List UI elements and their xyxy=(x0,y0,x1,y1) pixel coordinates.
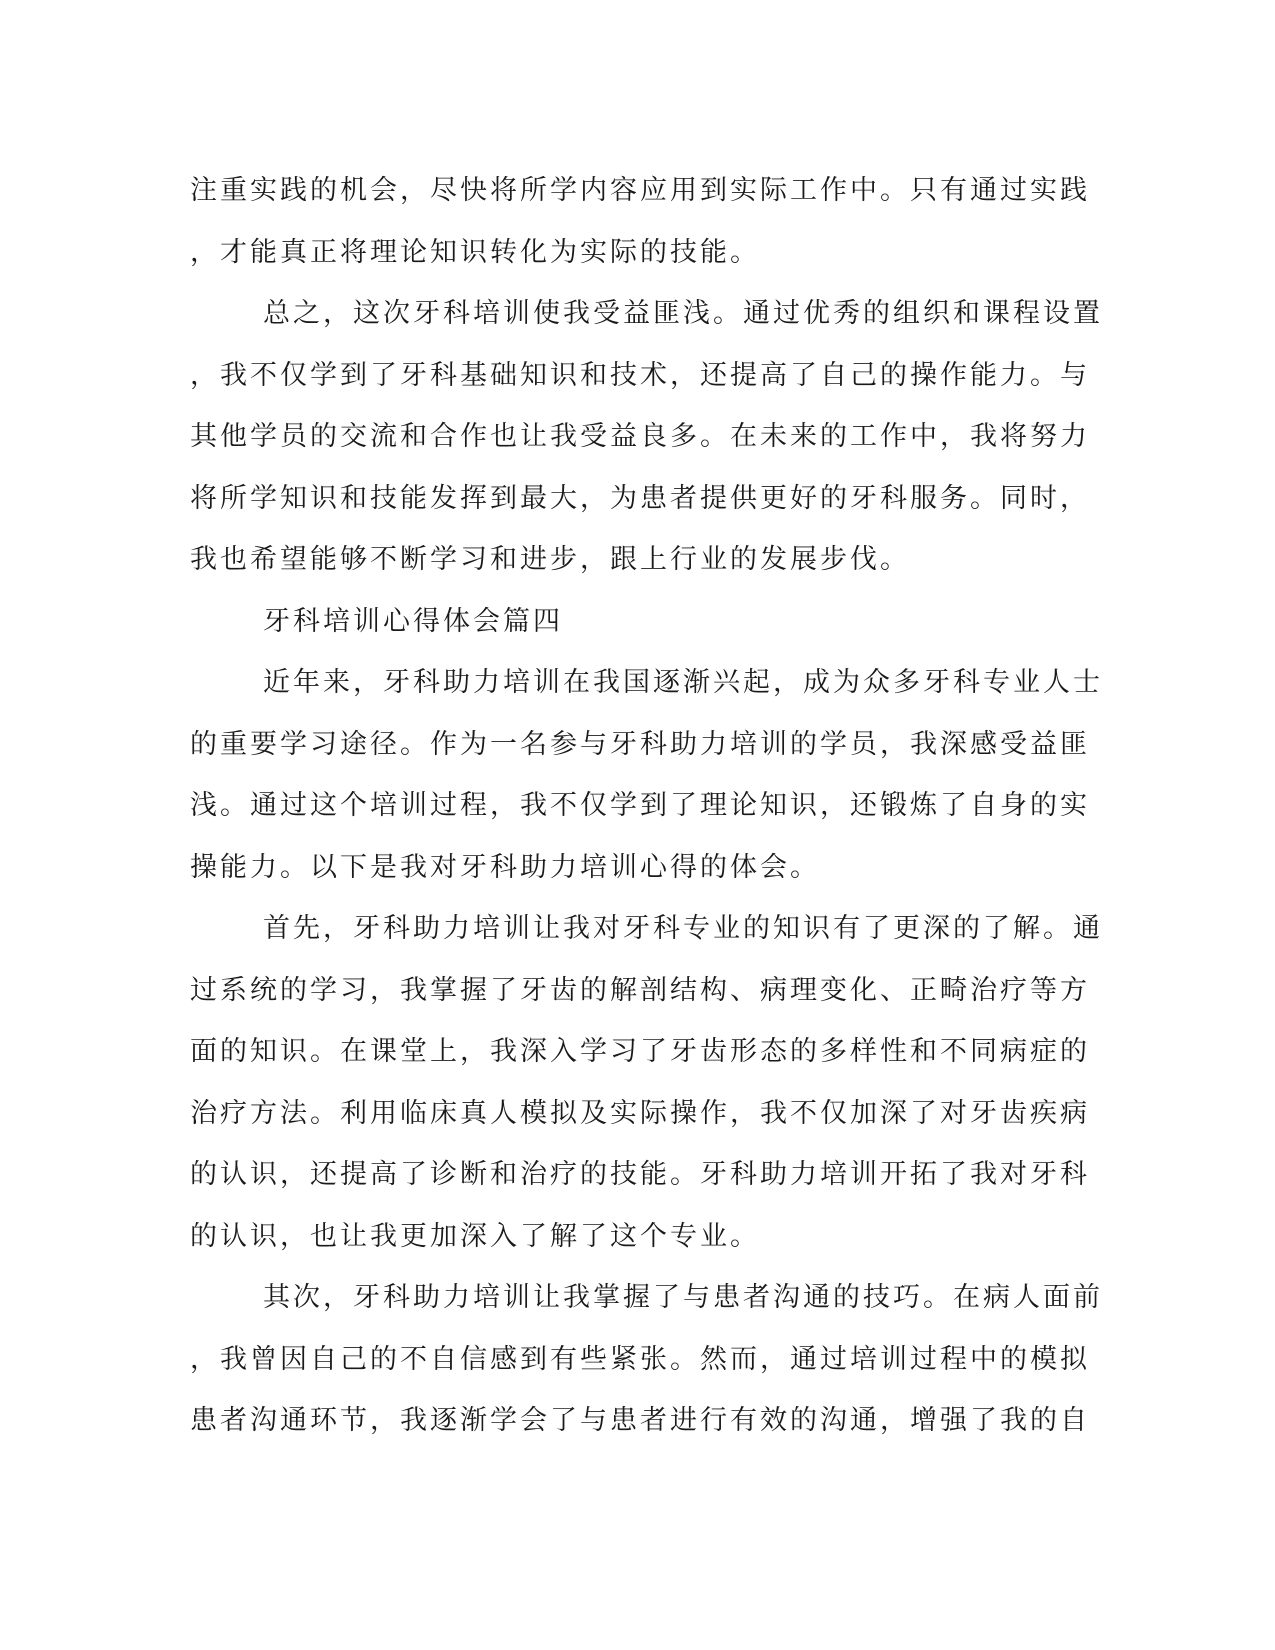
text-line: 的认识，也让我更加深入了解了这个专业。 xyxy=(190,1220,760,1252)
text-line: 将所学知识和技能发挥到最大，为患者提供更好的牙科服务。同时， xyxy=(190,482,1090,514)
text-line: 近年来，牙科助力培训在我国逐渐兴起，成为众多牙科专业人士 xyxy=(263,667,1103,698)
text-line: 总之，这次牙科培训使我受益匪浅。通过优秀的组织和课程设置 xyxy=(263,298,1103,329)
text-line: 我也希望能够不断学习和进步，跟上行业的发展步伐。 xyxy=(190,544,910,575)
body-text xyxy=(190,160,1103,1452)
section-heading: 牙科培训心得体会篇四 xyxy=(263,605,563,637)
text-line: 浅。通过这个培训过程，我不仅学到了理论知识，还锻炼了自身的实 xyxy=(190,790,1090,821)
text-line: ，我不仅学到了牙科基础知识和技术，还提高了自己的操作能力。与 xyxy=(190,359,1090,391)
text-line: 面的知识。在课堂上，我深入学习了牙齿形态的多样性和不同病症的 xyxy=(190,1036,1090,1067)
text-line: 过系统的学习，我掌握了牙齿的解剖结构、病理变化、正畸治疗等方 xyxy=(190,974,1090,1006)
text-line: 的认识，还提高了诊断和治疗的技能。牙科助力培训开拓了我对牙科 xyxy=(190,1159,1090,1190)
text-line: 操能力。以下是我对牙科助力培训心得的体会。 xyxy=(190,851,820,883)
text-line: 患者沟通环节，我逐渐学会了与患者进行有效的沟通，增强了我的自 xyxy=(190,1405,1090,1436)
text-line: 治疗方法。利用临床真人模拟及实际操作，我不仅加深了对牙齿疾病 xyxy=(190,1097,1090,1129)
text-line: 其他学员的交流和合作也让我受益良多。在未来的工作中，我将努力 xyxy=(190,421,1090,452)
text-line: 首先，牙科助力培训让我对牙科专业的知识有了更深的了解。通 xyxy=(263,913,1103,944)
text-line: 注重实践的机会，尽快将所学内容应用到实际工作中。只有通过实践 xyxy=(190,175,1090,206)
text-line: 其次，牙科助力培训让我掌握了与患者沟通的技巧。在病人面前 xyxy=(263,1282,1103,1313)
text-line: ，才能真正将理论知识转化为实际的技能。 xyxy=(190,236,760,268)
text-line: ，我曾因自己的不自信感到有些紧张。然而，通过培训过程中的模拟 xyxy=(190,1343,1090,1375)
text-line: 的重要学习途径。作为一名参与牙科助力培训的学员，我深感受益匪 xyxy=(190,728,1090,760)
